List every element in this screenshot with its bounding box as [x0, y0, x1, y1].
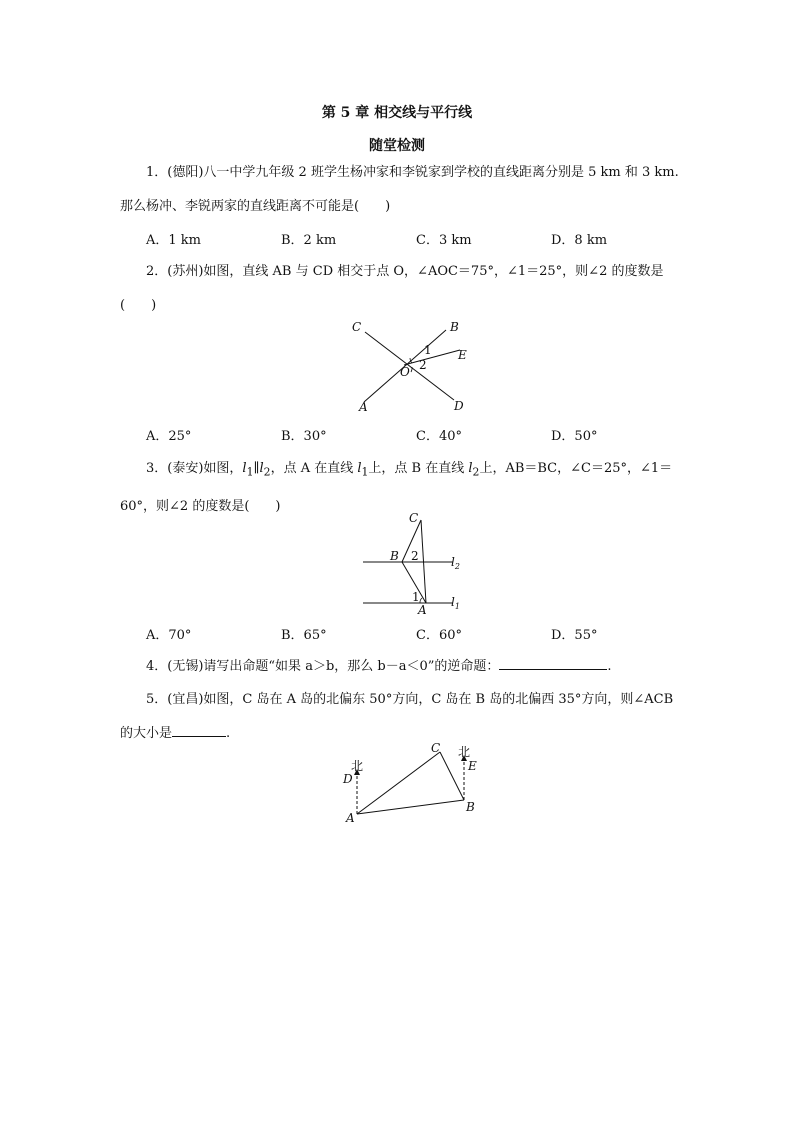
north-label-a: 北: [351, 759, 364, 773]
label-2: 2: [411, 549, 419, 563]
option-b: B．30°: [281, 429, 327, 444]
label-c: C: [431, 741, 441, 755]
ray-oe: [404, 350, 460, 365]
label-d: D: [454, 399, 464, 413]
option-a: A．25°: [146, 429, 192, 444]
label-l1: $l_1$: [451, 595, 460, 611]
question-2-text: 2．(苏州)如图，直线 AB 与 CD 相交于点 O，∠AOC＝75°，∠1＝25°，则∠2 的度数是( ): [120, 264, 664, 313]
question-4: 4．(无锡)请写出命题“如果 a＞b，那么 b－a＜0”的逆命题： .: [120, 650, 680, 684]
label-d: D: [343, 772, 353, 786]
question-5-text: 5．(宜昌)如图，C 岛在 A 岛的北偏东 50°方向，C 岛在 B 岛的北偏西 35°方向，则∠ACB 的大小是: [120, 692, 674, 741]
question-2-figure: [340, 318, 480, 416]
option-d: D．8 km: [551, 233, 608, 248]
option-b: B．65°: [281, 628, 327, 643]
option-b: B．2 km: [281, 233, 337, 248]
option-c: C．3 km: [416, 233, 472, 248]
question-1-options: [146, 229, 686, 248]
question-2-options: [146, 425, 686, 444]
option-d: D．55°: [551, 628, 598, 643]
label-c: C: [409, 511, 419, 525]
option-a: A．70°: [146, 628, 192, 643]
label-e: E: [468, 759, 477, 773]
label-a: A: [359, 400, 368, 414]
label-b: B: [390, 549, 399, 563]
label-a: A: [346, 811, 355, 825]
page-title: 第 5 章 相交线与平行线: [321, 105, 473, 121]
answer-blank[interactable]: [172, 722, 226, 737]
label-1: 1: [424, 343, 432, 357]
section-title: 随堂检测: [369, 138, 425, 154]
north-label-b: 北: [458, 745, 471, 759]
question-5: 5．(宜昌)如图，C 岛在 A 岛的北偏东 50°方向，C 岛在 B 岛的北偏西 35°方向，则∠ACB 的大小是 .: [120, 692, 674, 741]
label-1: 1: [412, 590, 420, 604]
label-b: B: [450, 320, 459, 334]
option-c: C．60°: [416, 628, 462, 643]
question-3-figure: [355, 508, 470, 616]
label-e: E: [458, 348, 467, 362]
question-3-options: [146, 624, 686, 643]
question-4-text: 4．(无锡)请写出命题“如果 a＞b，那么 b－a＜0”的逆命题：: [146, 659, 500, 674]
question-5-figure: [340, 738, 490, 828]
segment-cb: [440, 752, 464, 800]
option-a: A．1 km: [146, 233, 201, 248]
label-b: B: [466, 800, 475, 814]
label-l2: $l_2$: [451, 555, 460, 571]
question-1-text: 1．(德阳)八一中学九年级 2 班学生杨冲家和李锐家到学校的直线距离分别是 5 km 和 3 km.那么杨冲、李锐两家的直线距离不可能是( ): [120, 165, 679, 214]
label-a: A: [418, 603, 427, 616]
option-d: D．50°: [551, 429, 598, 444]
answer-blank[interactable]: [499, 655, 607, 670]
label-c: C: [352, 320, 362, 334]
option-c: C．40°: [416, 429, 462, 444]
question-3-text: 3．(泰安)如图，$l_1\parallel l_2$，点 A 在直线 $l_1$上，点 B 在直线 $l_2$上，AB＝BC，∠C＝25°，∠1＝60°，则∠2 的度数是( ): [120, 461, 673, 514]
label-o: O: [400, 365, 410, 379]
label-2: 2: [419, 358, 427, 372]
